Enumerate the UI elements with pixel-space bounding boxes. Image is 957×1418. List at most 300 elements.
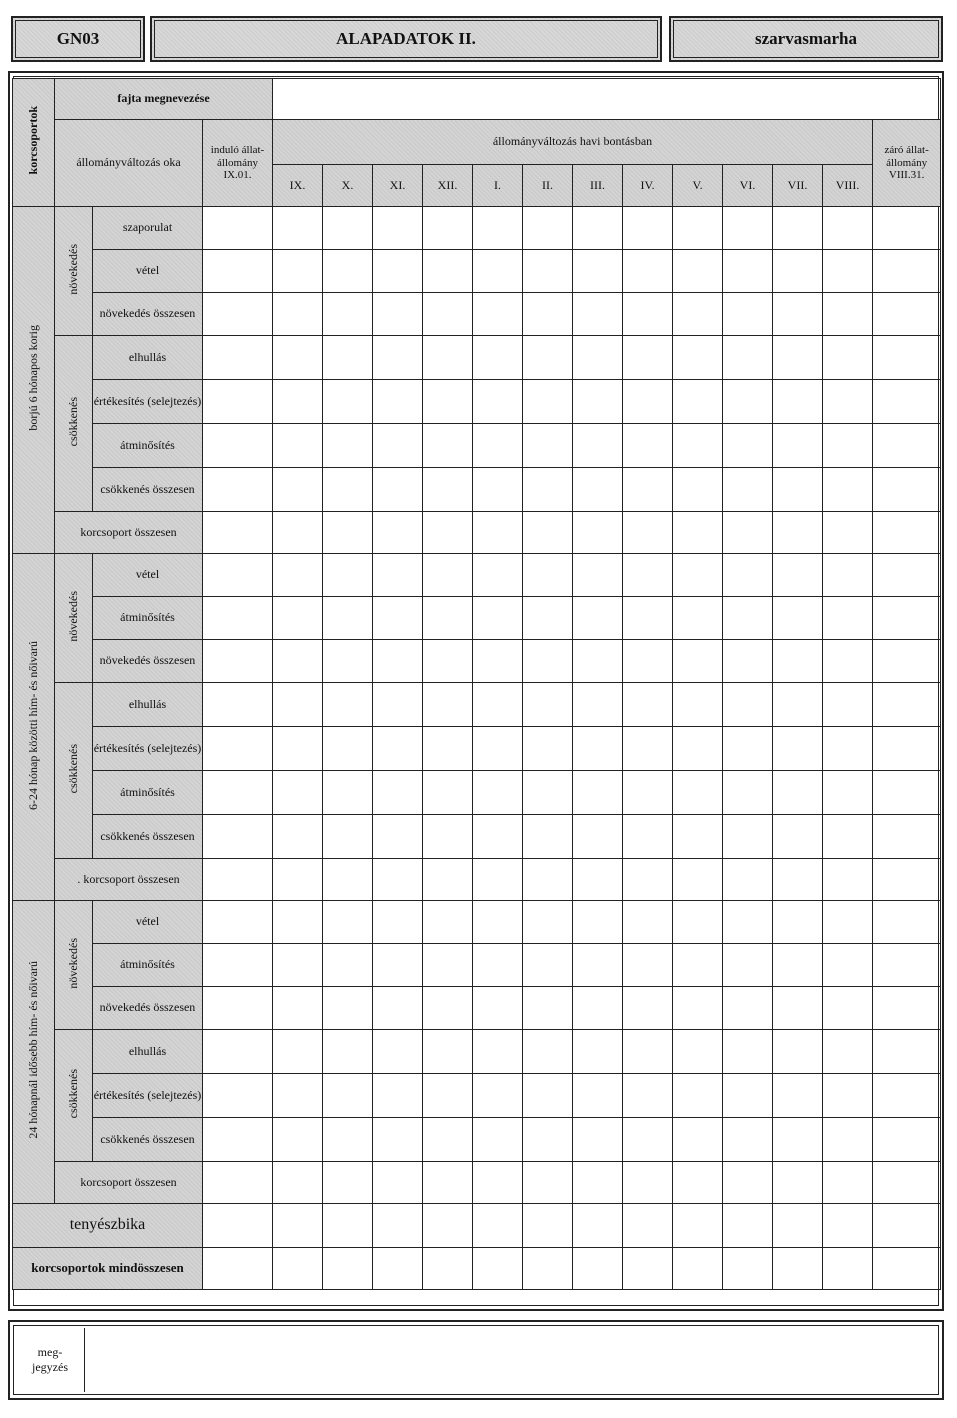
input-cell[interactable]	[723, 1248, 773, 1290]
input-cell[interactable]	[573, 683, 623, 727]
input-cell[interactable]	[423, 987, 473, 1030]
input-cell[interactable]	[623, 554, 673, 597]
input-cell[interactable]	[823, 1204, 873, 1248]
input-cell[interactable]	[573, 512, 623, 554]
input-cell[interactable]	[773, 1030, 823, 1074]
input-cell[interactable]	[273, 554, 323, 597]
input-cell[interactable]	[573, 944, 623, 987]
input-cell[interactable]	[773, 815, 823, 859]
input-cell[interactable]	[823, 987, 873, 1030]
input-cell[interactable]	[203, 468, 273, 512]
input-cell[interactable]	[573, 380, 623, 424]
input-cell[interactable]	[373, 424, 423, 468]
input-cell[interactable]	[473, 207, 523, 250]
input-cell[interactable]	[623, 336, 673, 380]
input-cell[interactable]	[323, 944, 373, 987]
input-cell[interactable]	[323, 771, 373, 815]
input-cell[interactable]	[473, 512, 523, 554]
input-cell[interactable]	[773, 901, 823, 944]
input-cell[interactable]	[823, 336, 873, 380]
input-cell[interactable]	[623, 771, 673, 815]
input-cell[interactable]	[773, 597, 823, 640]
input-cell[interactable]	[373, 380, 423, 424]
input-cell[interactable]	[273, 987, 323, 1030]
input-cell[interactable]	[273, 512, 323, 554]
input-cell[interactable]	[573, 250, 623, 293]
input-cell[interactable]	[523, 293, 573, 336]
input-cell[interactable]	[373, 815, 423, 859]
input-cell[interactable]	[573, 771, 623, 815]
input-cell[interactable]	[523, 1248, 573, 1290]
input-cell[interactable]	[773, 468, 823, 512]
input-cell[interactable]	[523, 468, 573, 512]
input-cell[interactable]	[623, 1030, 673, 1074]
input-cell[interactable]	[323, 815, 373, 859]
input-cell[interactable]	[673, 1030, 723, 1074]
input-cell[interactable]	[273, 727, 323, 771]
input-cell[interactable]	[373, 250, 423, 293]
input-cell[interactable]	[623, 859, 673, 901]
input-cell[interactable]	[373, 944, 423, 987]
input-cell[interactable]	[573, 468, 623, 512]
input-cell[interactable]	[373, 1162, 423, 1204]
input-cell[interactable]	[523, 250, 573, 293]
input-cell[interactable]	[673, 1248, 723, 1290]
input-cell[interactable]	[673, 944, 723, 987]
input-cell[interactable]	[873, 683, 941, 727]
input-cell[interactable]	[373, 859, 423, 901]
input-cell[interactable]	[873, 293, 941, 336]
input-cell[interactable]	[573, 815, 623, 859]
input-cell[interactable]	[273, 293, 323, 336]
input-cell[interactable]	[423, 727, 473, 771]
input-cell[interactable]	[823, 512, 873, 554]
input-cell[interactable]	[723, 207, 773, 250]
notes-input-area[interactable]	[86, 1328, 936, 1392]
input-cell[interactable]	[873, 1074, 941, 1118]
input-cell[interactable]	[673, 1162, 723, 1204]
input-cell[interactable]	[523, 1074, 573, 1118]
input-cell[interactable]	[473, 424, 523, 468]
input-cell[interactable]	[203, 901, 273, 944]
input-cell[interactable]	[423, 1118, 473, 1162]
input-cell[interactable]	[473, 944, 523, 987]
input-cell[interactable]	[423, 859, 473, 901]
input-cell[interactable]	[773, 1118, 823, 1162]
input-cell[interactable]	[573, 1118, 623, 1162]
input-cell[interactable]	[623, 1074, 673, 1118]
input-cell[interactable]	[673, 1074, 723, 1118]
input-cell[interactable]	[673, 380, 723, 424]
input-cell[interactable]	[673, 771, 723, 815]
input-cell[interactable]	[273, 336, 323, 380]
input-cell[interactable]	[823, 1118, 873, 1162]
input-cell[interactable]	[203, 424, 273, 468]
input-cell[interactable]	[423, 424, 473, 468]
input-cell[interactable]	[673, 901, 723, 944]
input-cell[interactable]	[573, 336, 623, 380]
input-cell[interactable]	[473, 901, 523, 944]
input-cell[interactable]	[523, 727, 573, 771]
input-cell[interactable]	[203, 1074, 273, 1118]
input-cell[interactable]	[823, 815, 873, 859]
input-cell[interactable]	[473, 815, 523, 859]
input-cell[interactable]	[723, 727, 773, 771]
input-cell[interactable]	[473, 1118, 523, 1162]
input-cell[interactable]	[523, 1162, 573, 1204]
input-cell[interactable]	[873, 771, 941, 815]
input-cell[interactable]	[623, 815, 673, 859]
input-cell[interactable]	[373, 207, 423, 250]
input-cell[interactable]	[873, 597, 941, 640]
input-cell[interactable]	[723, 771, 773, 815]
input-cell[interactable]	[203, 771, 273, 815]
input-cell[interactable]	[523, 424, 573, 468]
input-cell[interactable]	[723, 901, 773, 944]
input-cell[interactable]	[423, 336, 473, 380]
input-cell[interactable]	[673, 1204, 723, 1248]
input-cell[interactable]	[323, 1248, 373, 1290]
input-cell[interactable]	[823, 250, 873, 293]
input-cell[interactable]	[823, 597, 873, 640]
input-cell[interactable]	[323, 683, 373, 727]
input-cell[interactable]	[473, 250, 523, 293]
input-cell[interactable]	[523, 207, 573, 250]
input-cell[interactable]	[623, 1162, 673, 1204]
input-cell[interactable]	[873, 1162, 941, 1204]
input-cell[interactable]	[573, 1204, 623, 1248]
input-cell[interactable]	[323, 727, 373, 771]
input-cell[interactable]	[873, 554, 941, 597]
input-cell[interactable]	[823, 1030, 873, 1074]
input-cell[interactable]	[823, 554, 873, 597]
input-cell[interactable]	[573, 640, 623, 683]
input-cell[interactable]	[423, 554, 473, 597]
input-cell[interactable]	[423, 1204, 473, 1248]
input-cell[interactable]	[473, 727, 523, 771]
input-cell[interactable]	[323, 424, 373, 468]
input-cell[interactable]	[723, 336, 773, 380]
input-cell[interactable]	[723, 250, 773, 293]
input-cell[interactable]	[673, 683, 723, 727]
input-cell[interactable]	[723, 683, 773, 727]
input-cell[interactable]	[323, 859, 373, 901]
input-cell[interactable]	[573, 1030, 623, 1074]
input-cell[interactable]	[773, 859, 823, 901]
input-cell[interactable]	[873, 640, 941, 683]
input-cell[interactable]	[273, 380, 323, 424]
input-cell[interactable]	[373, 1030, 423, 1074]
input-cell[interactable]	[873, 1204, 941, 1248]
input-cell[interactable]	[373, 683, 423, 727]
input-cell[interactable]	[273, 1118, 323, 1162]
input-cell[interactable]	[473, 554, 523, 597]
input-cell[interactable]	[323, 250, 373, 293]
input-cell[interactable]	[473, 987, 523, 1030]
input-cell[interactable]	[773, 727, 823, 771]
input-cell[interactable]	[423, 1248, 473, 1290]
input-cell[interactable]	[773, 944, 823, 987]
input-cell[interactable]	[523, 683, 573, 727]
input-cell[interactable]	[873, 727, 941, 771]
input-cell[interactable]	[473, 380, 523, 424]
input-cell[interactable]	[523, 815, 573, 859]
input-cell[interactable]	[523, 1118, 573, 1162]
input-cell[interactable]	[773, 1074, 823, 1118]
input-cell[interactable]	[423, 683, 473, 727]
input-cell[interactable]	[823, 901, 873, 944]
input-cell[interactable]	[323, 1030, 373, 1074]
input-cell[interactable]	[203, 1118, 273, 1162]
input-cell[interactable]	[723, 512, 773, 554]
input-cell[interactable]	[473, 468, 523, 512]
input-cell[interactable]	[423, 250, 473, 293]
input-cell[interactable]	[723, 944, 773, 987]
input-cell[interactable]	[423, 771, 473, 815]
input-cell[interactable]	[823, 771, 873, 815]
input-cell[interactable]	[373, 336, 423, 380]
input-cell[interactable]	[823, 727, 873, 771]
input-cell[interactable]	[623, 293, 673, 336]
input-cell[interactable]	[623, 683, 673, 727]
input-cell[interactable]	[623, 1204, 673, 1248]
input-cell[interactable]	[673, 424, 723, 468]
input-cell[interactable]	[873, 424, 941, 468]
input-cell[interactable]	[623, 424, 673, 468]
input-cell[interactable]	[573, 293, 623, 336]
input-cell[interactable]	[203, 250, 273, 293]
input-cell[interactable]	[673, 512, 723, 554]
input-cell[interactable]	[873, 1030, 941, 1074]
input-cell[interactable]	[873, 1118, 941, 1162]
input-cell[interactable]	[523, 336, 573, 380]
input-cell[interactable]	[523, 597, 573, 640]
input-cell[interactable]	[473, 771, 523, 815]
input-cell[interactable]	[203, 944, 273, 987]
input-cell[interactable]	[573, 1074, 623, 1118]
input-cell[interactable]	[673, 1118, 723, 1162]
input-cell[interactable]	[323, 1118, 373, 1162]
input-cell[interactable]	[623, 380, 673, 424]
input-cell[interactable]	[873, 859, 941, 901]
input-cell[interactable]	[523, 901, 573, 944]
input-cell[interactable]	[723, 1204, 773, 1248]
input-cell[interactable]	[323, 597, 373, 640]
input-cell[interactable]	[473, 1162, 523, 1204]
input-cell[interactable]	[373, 468, 423, 512]
input-cell[interactable]	[473, 859, 523, 901]
input-cell[interactable]	[523, 1204, 573, 1248]
input-cell[interactable]	[273, 250, 323, 293]
input-cell[interactable]	[423, 597, 473, 640]
input-cell[interactable]	[673, 597, 723, 640]
input-cell[interactable]	[273, 1204, 323, 1248]
input-cell[interactable]	[573, 727, 623, 771]
input-cell[interactable]	[423, 1162, 473, 1204]
input-cell[interactable]	[273, 771, 323, 815]
input-cell[interactable]	[473, 597, 523, 640]
input-cell[interactable]	[203, 512, 273, 554]
input-cell[interactable]	[723, 1030, 773, 1074]
input-cell[interactable]	[203, 336, 273, 380]
input-cell[interactable]	[623, 1248, 673, 1290]
input-cell[interactable]	[723, 1162, 773, 1204]
input-cell[interactable]	[673, 859, 723, 901]
input-cell[interactable]	[723, 424, 773, 468]
input-cell[interactable]	[673, 727, 723, 771]
input-cell[interactable]	[573, 987, 623, 1030]
input-cell[interactable]	[323, 336, 373, 380]
input-cell[interactable]	[373, 987, 423, 1030]
input-cell[interactable]	[473, 640, 523, 683]
input-cell[interactable]	[623, 727, 673, 771]
input-cell[interactable]	[203, 683, 273, 727]
input-cell[interactable]	[823, 380, 873, 424]
input-cell[interactable]	[823, 944, 873, 987]
input-cell[interactable]	[673, 987, 723, 1030]
input-cell[interactable]	[373, 1118, 423, 1162]
input-cell[interactable]	[203, 727, 273, 771]
input-cell[interactable]	[873, 901, 941, 944]
input-cell[interactable]	[273, 424, 323, 468]
input-cell[interactable]	[673, 640, 723, 683]
input-cell[interactable]	[203, 987, 273, 1030]
input-cell[interactable]	[773, 1162, 823, 1204]
input-cell[interactable]	[873, 468, 941, 512]
input-cell[interactable]	[323, 468, 373, 512]
input-cell[interactable]	[673, 554, 723, 597]
input-cell[interactable]	[773, 1204, 823, 1248]
input-cell[interactable]	[373, 554, 423, 597]
input-cell[interactable]	[473, 1074, 523, 1118]
input-cell[interactable]	[203, 1248, 273, 1290]
input-cell[interactable]	[873, 944, 941, 987]
input-cell[interactable]	[473, 293, 523, 336]
input-cell[interactable]	[873, 250, 941, 293]
input-cell[interactable]	[373, 771, 423, 815]
input-cell[interactable]	[323, 1204, 373, 1248]
input-cell[interactable]	[773, 336, 823, 380]
input-cell[interactable]	[203, 1162, 273, 1204]
input-cell[interactable]	[323, 640, 373, 683]
input-cell[interactable]	[423, 468, 473, 512]
input-cell[interactable]	[723, 987, 773, 1030]
input-cell[interactable]	[423, 380, 473, 424]
input-cell[interactable]	[373, 901, 423, 944]
input-cell[interactable]	[523, 771, 573, 815]
input-cell[interactable]	[423, 207, 473, 250]
input-cell[interactable]	[523, 987, 573, 1030]
input-cell[interactable]	[673, 250, 723, 293]
input-cell[interactable]	[773, 987, 823, 1030]
input-cell[interactable]	[823, 424, 873, 468]
input-cell[interactable]	[773, 424, 823, 468]
input-cell[interactable]	[203, 207, 273, 250]
input-cell[interactable]	[273, 815, 323, 859]
input-cell[interactable]	[773, 207, 823, 250]
input-cell[interactable]	[323, 901, 373, 944]
input-cell[interactable]	[323, 1162, 373, 1204]
input-cell[interactable]	[423, 293, 473, 336]
input-cell[interactable]	[323, 512, 373, 554]
input-cell[interactable]	[823, 1248, 873, 1290]
input-cell[interactable]	[823, 207, 873, 250]
input-cell[interactable]	[273, 683, 323, 727]
input-cell[interactable]	[523, 512, 573, 554]
input-cell[interactable]	[623, 468, 673, 512]
input-cell[interactable]	[323, 293, 373, 336]
input-cell[interactable]	[623, 901, 673, 944]
input-cell[interactable]	[373, 597, 423, 640]
input-cell[interactable]	[823, 859, 873, 901]
input-cell[interactable]	[473, 683, 523, 727]
input-cell[interactable]	[573, 207, 623, 250]
input-cell[interactable]	[203, 859, 273, 901]
input-cell[interactable]	[823, 1162, 873, 1204]
input-cell[interactable]	[423, 1030, 473, 1074]
input-cell[interactable]	[203, 640, 273, 683]
input-cell[interactable]	[673, 207, 723, 250]
input-cell[interactable]	[203, 380, 273, 424]
input-cell[interactable]	[523, 944, 573, 987]
input-cell[interactable]	[273, 1162, 323, 1204]
input-cell[interactable]	[273, 944, 323, 987]
input-cell[interactable]	[523, 1030, 573, 1074]
input-cell[interactable]	[623, 512, 673, 554]
input-cell[interactable]	[423, 512, 473, 554]
input-cell[interactable]	[203, 815, 273, 859]
input-cell[interactable]	[823, 683, 873, 727]
input-cell[interactable]	[873, 815, 941, 859]
input-cell[interactable]	[623, 207, 673, 250]
input-cell[interactable]	[423, 815, 473, 859]
input-cell[interactable]	[203, 1204, 273, 1248]
input-cell[interactable]	[873, 336, 941, 380]
input-cell[interactable]	[673, 336, 723, 380]
input-cell[interactable]	[523, 554, 573, 597]
input-cell[interactable]	[723, 468, 773, 512]
input-cell[interactable]	[323, 1074, 373, 1118]
input-cell[interactable]	[773, 512, 823, 554]
input-cell[interactable]	[573, 554, 623, 597]
input-cell[interactable]	[423, 1074, 473, 1118]
input-cell[interactable]	[773, 554, 823, 597]
input-cell[interactable]	[523, 380, 573, 424]
input-cell[interactable]	[203, 597, 273, 640]
input-cell[interactable]	[473, 336, 523, 380]
input-cell[interactable]	[623, 250, 673, 293]
input-cell[interactable]	[373, 1248, 423, 1290]
input-cell[interactable]	[423, 901, 473, 944]
input-cell[interactable]	[723, 293, 773, 336]
input-cell[interactable]	[323, 380, 373, 424]
input-cell[interactable]	[323, 554, 373, 597]
input-cell[interactable]	[573, 1248, 623, 1290]
input-cell[interactable]	[273, 1030, 323, 1074]
input-cell[interactable]	[873, 987, 941, 1030]
input-cell[interactable]	[623, 640, 673, 683]
input-cell[interactable]	[573, 859, 623, 901]
input-cell[interactable]	[673, 468, 723, 512]
input-cell[interactable]	[873, 207, 941, 250]
input-cell[interactable]	[373, 293, 423, 336]
input-cell[interactable]	[623, 944, 673, 987]
input-cell[interactable]	[723, 815, 773, 859]
input-cell[interactable]	[623, 987, 673, 1030]
input-cell[interactable]	[673, 293, 723, 336]
input-cell[interactable]	[323, 987, 373, 1030]
input-cell[interactable]	[573, 1162, 623, 1204]
